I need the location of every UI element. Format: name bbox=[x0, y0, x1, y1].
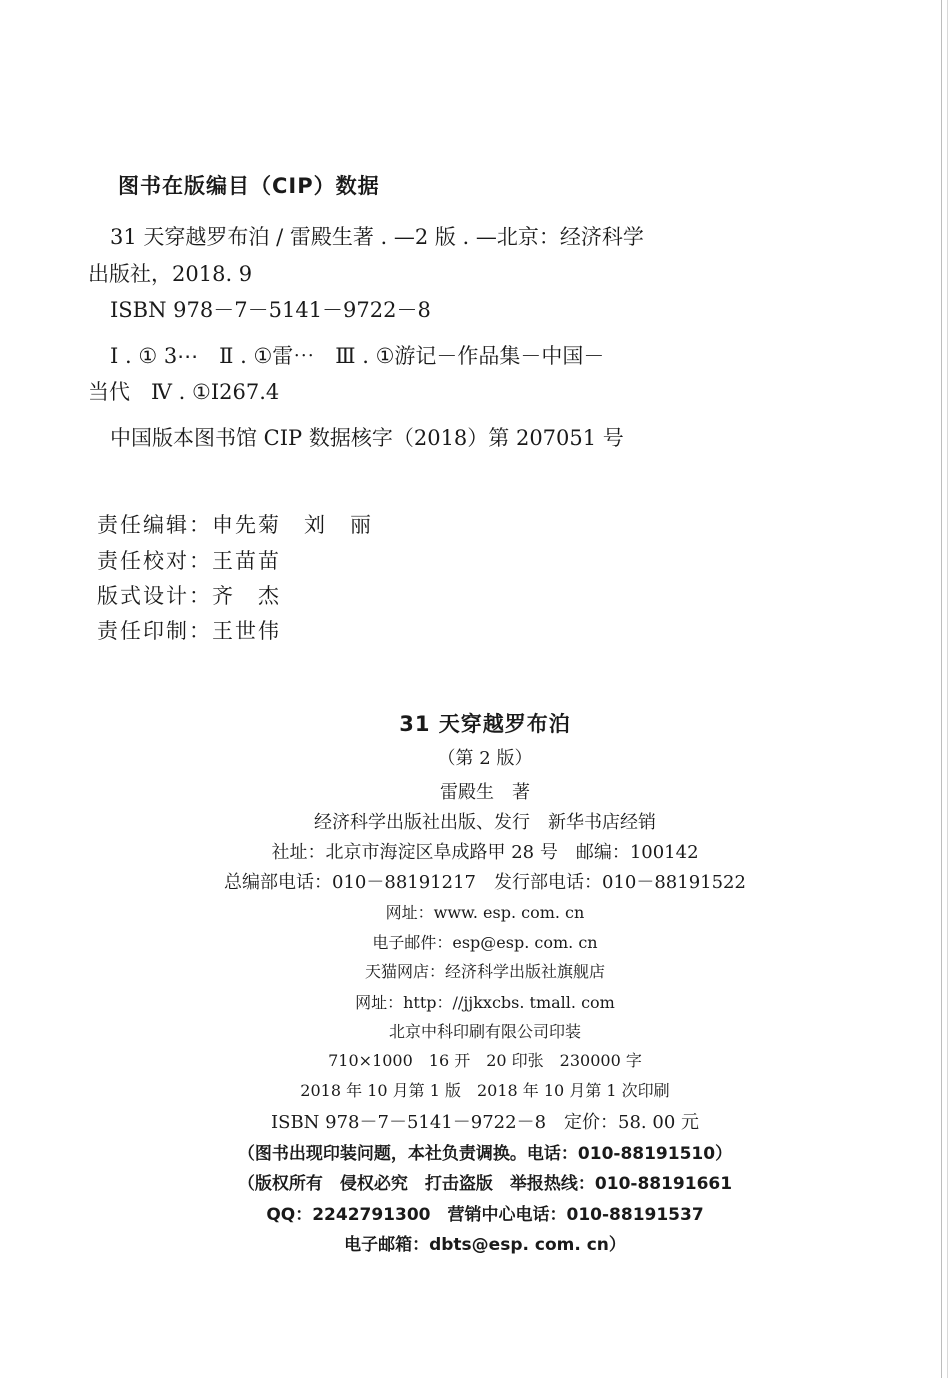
staff-row bbox=[97, 580, 281, 610]
staff-label: 责任编辑： bbox=[97, 513, 212, 537]
phone-line: 总编部电话：010－88191217 发行部电话：010－88191522 bbox=[224, 872, 746, 893]
notice-line: QQ：2242791300 营销中心电话：010-88191537 bbox=[266, 1205, 704, 1225]
staff-value: 王世伟 bbox=[212, 619, 281, 643]
notice-line: （图书出现印装问题，本社负责调换。电话：010-88191510） bbox=[237, 1144, 733, 1164]
tmall-store-line: 天猫网店：经济科学出版社旗舰店 bbox=[364, 962, 605, 981]
publisher-line: 经济科学出版社出版、发行 新华书店经销 bbox=[314, 812, 656, 833]
staff-label: 责任校对： bbox=[97, 549, 212, 573]
cip-classification: Ⅰ . ① 3⋯ Ⅱ . ①雷⋯ Ⅲ . ①游记－作品集－中国－ bbox=[110, 344, 605, 368]
email-line: 电子邮件：esp@esp. com. cn bbox=[372, 933, 598, 952]
staff-label: 版式设计： bbox=[97, 584, 212, 608]
author: 雷殿生 著 bbox=[440, 782, 530, 803]
staff-value: 齐 杰 bbox=[212, 584, 281, 608]
website-line: 网址：www. esp. com. cn bbox=[385, 903, 585, 922]
book-title: 31 天穿越罗布泊 bbox=[399, 712, 571, 736]
address-line: 社址：北京市海淀区阜成路甲 28 号 邮编：100142 bbox=[271, 842, 699, 863]
isbn-price-line: ISBN 978－7－5141－9722－8 定价：58. 00 元 bbox=[271, 1112, 699, 1133]
cip-record-number: 中国版本图书馆 CIP 数据核字（2018）第 207051 号 bbox=[110, 426, 624, 450]
staff-value: 王苗苗 bbox=[212, 549, 281, 573]
printer-line: 北京中科印刷有限公司印装 bbox=[388, 1022, 581, 1041]
cip-classification: 当代 Ⅳ . ①I267.4 bbox=[88, 380, 280, 404]
cip-line: 出版社，2018. 9 bbox=[88, 262, 253, 286]
edition: （第 2 版） bbox=[437, 748, 533, 769]
cip-heading: 图书在版编目（CIP）数据 bbox=[118, 174, 380, 198]
notice-line: （版权所有 侵权必究 打击盗版 举报热线：010-88191661 bbox=[237, 1174, 733, 1194]
printing-line: 2018 年 10 月第 1 版 2018 年 10 月第 1 次印刷 bbox=[300, 1081, 670, 1100]
specs-line: 710×1000 16 开 20 印张 230000 字 bbox=[328, 1051, 642, 1070]
staff-label: 责任印制： bbox=[97, 619, 212, 643]
notice-line: 电子邮箱：dbts@esp. com. cn） bbox=[344, 1235, 626, 1255]
cip-line: 31 天穿越罗布泊 / 雷殿生著 . —2 版 . —北京：经济科学 bbox=[110, 225, 644, 249]
tmall-url-line: 网址：http：//jjkxcbs. tmall. com bbox=[355, 993, 615, 1012]
staff-value: 申先菊 刘 丽 bbox=[212, 513, 373, 537]
staff-row bbox=[97, 509, 373, 539]
cip-isbn: ISBN 978－7－5141－9722－8 bbox=[110, 298, 431, 322]
staff-row bbox=[97, 545, 281, 575]
staff-row bbox=[97, 615, 281, 645]
